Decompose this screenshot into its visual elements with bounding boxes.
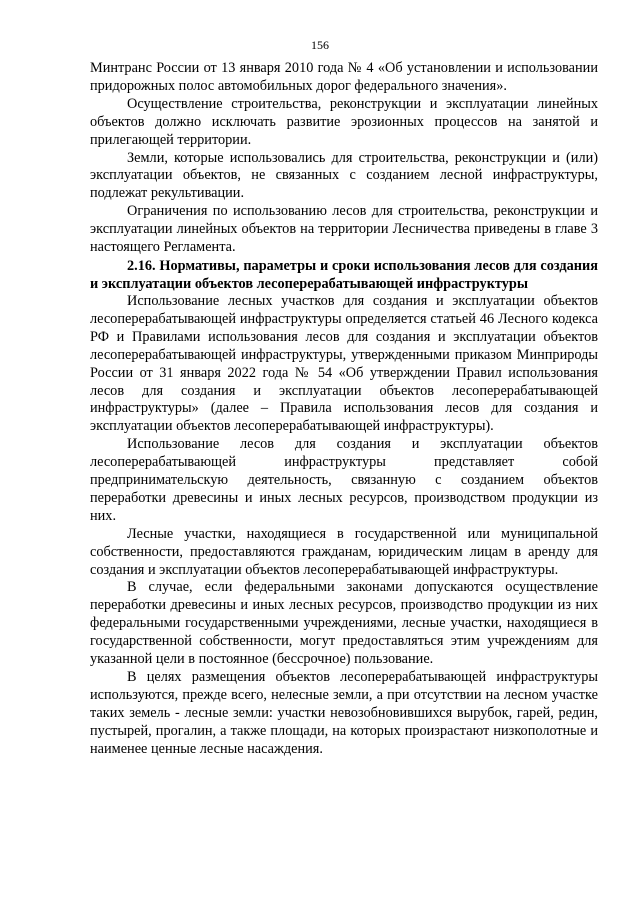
document-body — [90, 60, 598, 759]
paragraph-1: Минтранс России от 13 января 2010 года № 4 «Об установлении и использовании придорожных полос автомобильных дорог федерального значения». — [90, 60, 598, 94]
paragraph-3: Земли, которые использовались для строительства, реконструкции и (или) эксплуатации объектов, не связанных с созданием лесной инфраструктуры, подлежат рекультивации. — [90, 149, 598, 202]
paragraph-2: Осуществление строительства, реконструкции и эксплуатации линейных объектов должно исключать развитие эрозионных процессов на занятой и прилегающей территории. — [90, 95, 598, 148]
paragraph-8: В случае, если федеральными законами допускаются осуществление переработки древесины и иных лесных ресурсов, производство продукции из них федеральными государственными учреждениями, лесные участки, находящиеся в государственной собственности, могут предоставляться этим учреждениям для указанной цели в постоянное (бессрочное) пользование. — [90, 579, 598, 668]
paragraph-4: Ограничения по использованию лесов для строительства, реконструкции и эксплуатации линейных объектов на территории Лесничества приведены в главе 3 настоящего Регламента. — [90, 203, 598, 256]
paragraph-9: В целях размещения объектов лесоперерабатывающей инфраструктуры используются, прежде всего, нелесные земли, а при отсутствии на лесном участке таких земель - лесные земли: участки невозобновившихся вырубок, гарей, редин, пустырей, прогалин, а также площади, на которых произрастают низкополотные и наименее ценные лесные насаждения. — [90, 669, 598, 757]
section-heading: 2.16. Нормативы, параметры и сроки использования лесов для создания и эксплуатации объектов лесоперерабатывающей инфраструктуры — [90, 257, 598, 292]
paragraph-7: Лесные участки, находящиеся в государственной или муниципальной собственности, предоставляются гражданам, юридическим лицам в аренду для создания и эксплуатации объектов лесоперерабатывающей инфраструктуры. — [90, 525, 598, 578]
paragraph-5: Использование лесных участков для создания и эксплуатации объектов лесоперерабатывающей инфраструктуры определяется статьей 46 Лесного кодекса РФ и Правилами использования лесов для создания и эксплуатации объектов лесоперерабатывающей инфраструктуры, утвержденными приказом Минприроды России от 31 января 2022 года № 54 «Об утверждении Правил использования лесов для создания и эксплуатации объектов лесоперерабатывающей инфраструктуры» (далее – Правила использования лесов для создания и эксплуатации объектов лесоперерабатывающей инфраструктуры). — [90, 292, 598, 435]
page-number: 156 — [311, 38, 329, 52]
paragraph-6: Использование лесов для создания и эксплуатации объектов лесоперерабатывающей инфраструктуры представляет собой предпринимательскую деятельность, связанную с созданием объектов переработки древесины и иных лесных ресурсов, производством продукции из них. — [90, 436, 598, 524]
